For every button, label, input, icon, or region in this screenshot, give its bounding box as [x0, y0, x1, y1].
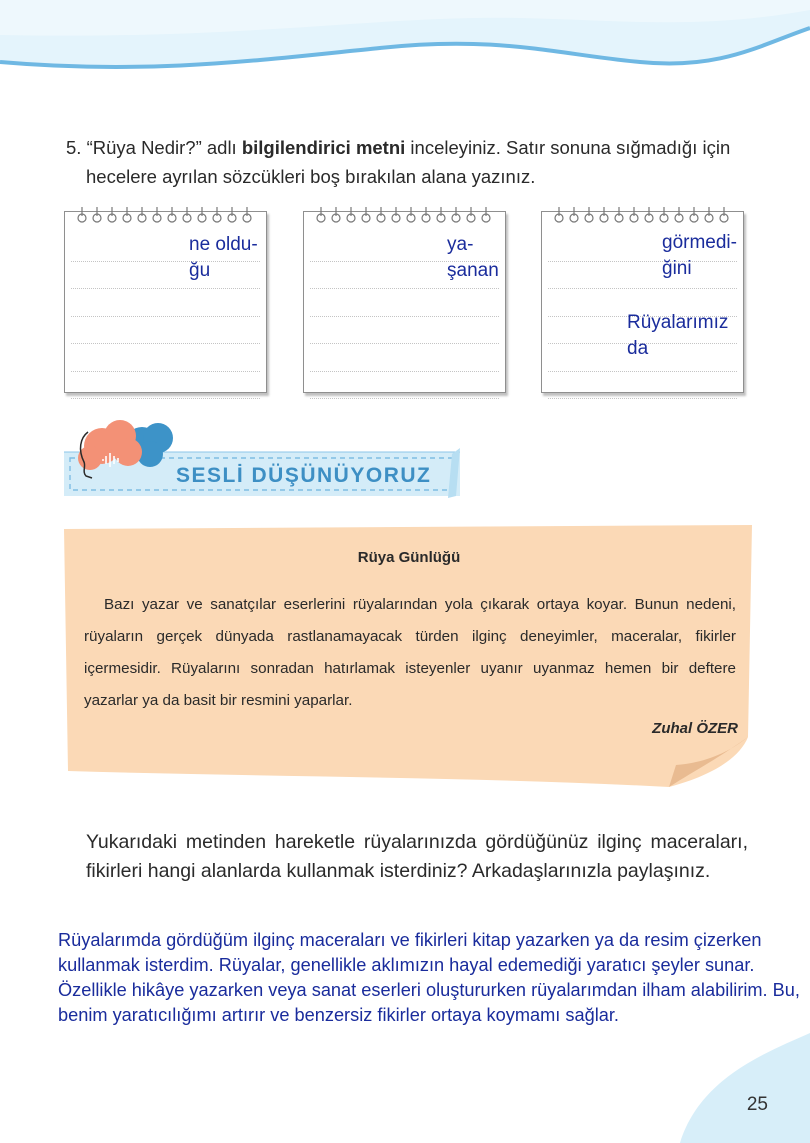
sesli-dusunuyoruz-banner	[62, 418, 462, 502]
note-answer	[189, 232, 258, 284]
question-5	[66, 133, 756, 191]
reading-paper	[64, 525, 754, 787]
bottom-wave-decoration	[670, 1033, 810, 1143]
reading-title: Rüya Günlüğü	[357, 549, 461, 566]
question-text-before: “Rüya Nedir?” adlı	[86, 137, 242, 158]
question-number: 5.	[66, 137, 82, 158]
question-bold-term: bilgilendirici metni	[241, 137, 406, 158]
note-answer	[447, 232, 499, 284]
answer-line: ğu	[189, 260, 211, 281]
page-number: 25	[746, 1094, 768, 1115]
top-wave-decoration	[0, 0, 810, 80]
discussion-prompt: Yukarıdaki metinden hareketle rüyalarınızda gördüğünüz ilginç maceraları, fikirleri hangi alanlarda kullanmak isterdiniz? Arkadaşlarınızla paylaşınız.	[86, 831, 748, 882]
answer-line: şanan	[447, 260, 499, 281]
reading-text: Bazı yazar ve sanatçılar eserlerini rüyalarından yola çıkarak ortaya koyar. Bunun nedeni, rüyaların gerçek dünyada rastlanamayacak türden ilginç deneyimler, maceralar, fikirler içermesidir. Rüyalarını sonradan hatırlamak isteyenler uyanır uyanmaz hemen bir deftere yazarlar ya da basit bir resmini yaparlar.	[84, 596, 736, 709]
answer-line: ğini	[662, 258, 692, 279]
answer-line: Rüyalarımız	[627, 312, 729, 333]
spiral-rings-icon	[554, 206, 734, 224]
note-answer	[627, 310, 728, 362]
spiral-rings-icon	[316, 206, 496, 224]
answer-line: görmedi-	[662, 232, 737, 253]
answer-line: da	[627, 338, 649, 359]
banner-title: SESLİ DÜŞÜNÜYORUZ	[176, 464, 432, 487]
question-text-after: inceleyiniz. Satır sonuna sığmadığı için hecelere ayrılan sözcükleri boş bırakılan alana yazınız.	[86, 137, 731, 187]
spiral-rings-icon	[77, 206, 257, 224]
notepad-3	[541, 211, 744, 393]
answer-line: ya-	[447, 234, 474, 255]
student-response: Rüyalarımda gördüğüm ilginç maceraları ve fikirleri kitap yazarken ya da resim çizerken kullanmak isterdim. Rüyalar, genellikle aklımızın hayal edemediği yaratıcı şeyler sunar. Özellikle hikâye yazarken veya sanat eserleri oluştururken rüyalarımdan ilham alabilirim. Bu, benim yaratıcılığımı artırır ve benzersiz fikirler ortaya koymamı sağlar.	[58, 930, 800, 1025]
note-answer	[662, 230, 737, 282]
reading-author: Zuhal ÖZER	[652, 720, 738, 737]
notepad-2	[303, 211, 506, 393]
notepad-1	[64, 211, 267, 393]
answer-line: ne oldu-	[189, 234, 258, 255]
